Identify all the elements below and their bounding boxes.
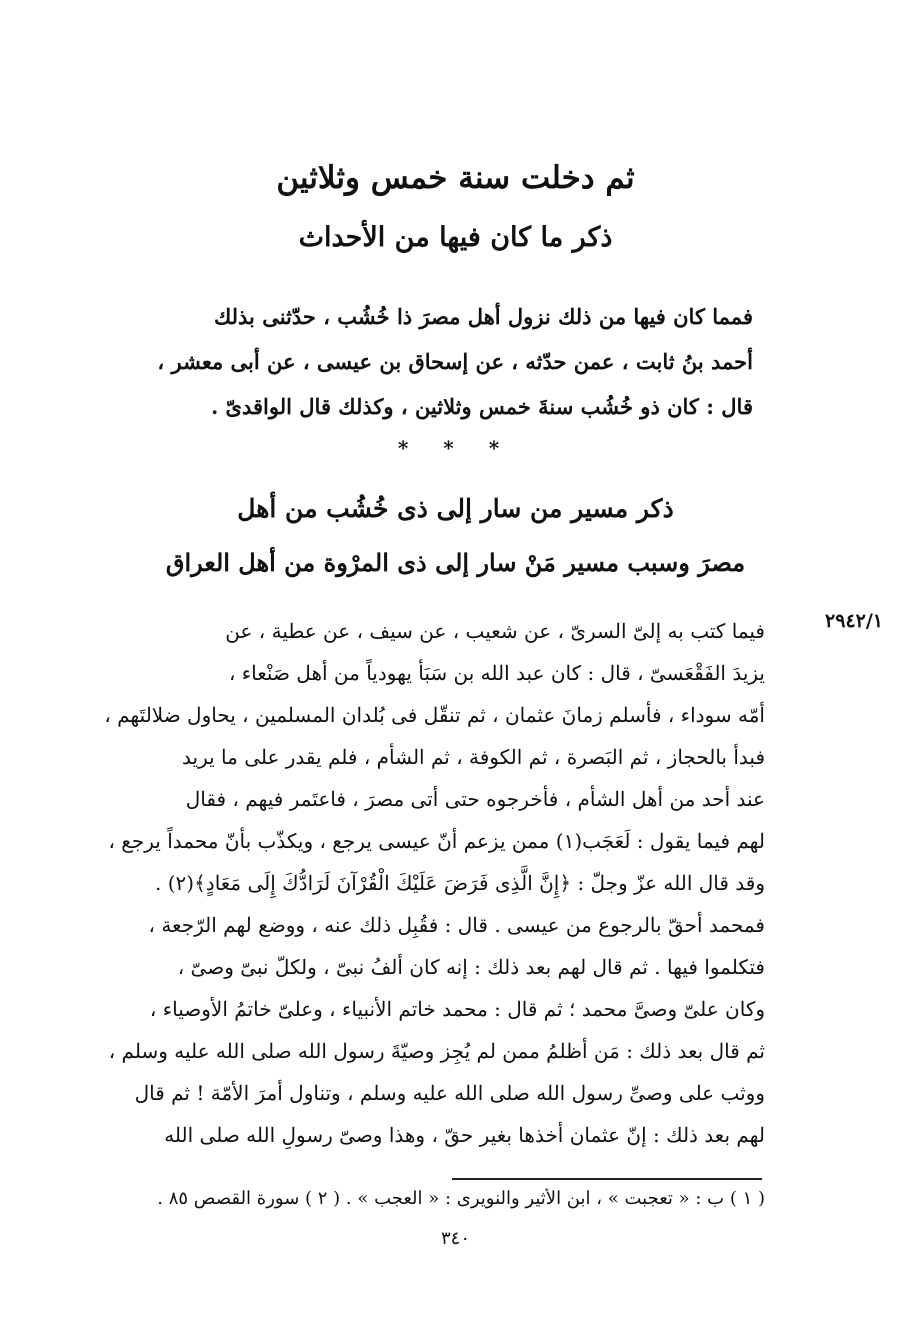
footnote-divider <box>452 1178 762 1180</box>
text-line: لهم فيما يقول : لَعَجَب(١) ممن يزعم أنّ عيسى يرجع ، ويكذّب بأنّ محمداً يرجع ، <box>108 829 765 853</box>
text-line: فمحمد أحقّ بالرجوع من عيسى . قال : فقُبِل ذلك عنه ، ووضع لهم الرّجعة ، <box>148 913 765 937</box>
text-line: وقد قال الله عزّ وجلّ : ﴿إِنَّ الَّذِى فَرَضَ عَلَيْكَ الْقُرْآنَ لَرَادُّكَ إِلَى مَعَادٍ﴾(٢) . <box>154 871 765 895</box>
chapter-heading-continued: مصرَ وسبب مسير مَنْ سار إلى ذى المرْوة من أهل العراق <box>165 548 746 577</box>
text-line: ووثب على وصىِّ رسول الله صلى الله عليه وسلم ، وتناول أمرَ الأمّة ! ثم قال <box>134 1081 765 1105</box>
chapter-heading: ذكر مسير من سار إلى ذى خُشُب من أهل <box>237 494 674 523</box>
text-line: ثم قال بعد ذلك : مَن أظلمُ ممن لم يُجِز وصيّةَ رسول الله صلى الله عليه وسلم ، <box>108 1039 765 1063</box>
text-line: فمما كان فيها من ذلك نزول أهل مصرَ ذا خُشُب ، حدّثنى بذلك <box>213 304 753 329</box>
text-line: أحمد بنُ ثابت ، عمن حدّثه ، عن إسحاق بن عيسى ، عن أبى معشر ، <box>157 349 753 374</box>
text-line: وكان علىّ وصىَّ محمد ؛ ثم قال : محمد خاتم الأنبياء ، وعلىّ خاتمُ الأوصياء ، <box>149 997 765 1021</box>
section-subtitle: ذكر ما كان فيها من الأحداث <box>298 222 613 253</box>
text-line: أمّه سوداء ، فأسلم زمانَ عثمان ، ثم تنقّل فى بُلدان المسلمين ، يحاول ضلالتَهم ، <box>104 703 765 727</box>
intro-paragraph <box>98 294 753 429</box>
text-line: فيما كتب به إلىّ السرىّ ، عن شعيب ، عن سيف ، عن عطية ، عن <box>225 619 765 643</box>
text-line: لهم بعد ذلك : إنّ عثمان أخذها بغير حقّ ، وهذا وصىّ رسولِ الله صلى الله <box>164 1123 765 1147</box>
text-line: عند أحد من أهل الشأم ، فأخرجوه حتى أتى مصرَ ، فاعتَمر فيهم ، فقال <box>185 787 765 811</box>
section-title: ثم دخلت سنة خمس وثلاثين <box>276 160 635 196</box>
text-line: يزيدَ الفَقْعَسىّ ، قال : كان عبد الله بن سَبَأ يهودياً من أهل صَنْعاء ، <box>228 661 765 685</box>
main-body-text <box>100 610 765 1156</box>
footnote: ( ١ ) ب : « تعجبت » ، ابن الأثير والنويرى : « العجب » . ( ٢ ) سورة القصص ٨٥ . <box>157 1188 765 1209</box>
text-line: فبدأ بالحجاز ، ثم البَصرة ، ثم الكوفة ، ثم الشأم ، فلم يقدر على ما يريد <box>182 745 765 769</box>
section-separator: * * * <box>397 436 514 460</box>
text-line: فتكلموا فيها . ثم قال لهم بعد ذلك : إنه كان ألفُ نبىّ ، ولكلّ نبىّ وصىّ ، <box>177 955 765 979</box>
margin-reference-number: ٢٩٤٢/١ <box>825 610 883 632</box>
page-number: ٣٤٠ <box>440 1228 470 1249</box>
text-line: قال : كان ذو خُشُب سنةَ خمس وثلاثين ، وكذلك قال الواقدىّ . <box>210 394 753 419</box>
